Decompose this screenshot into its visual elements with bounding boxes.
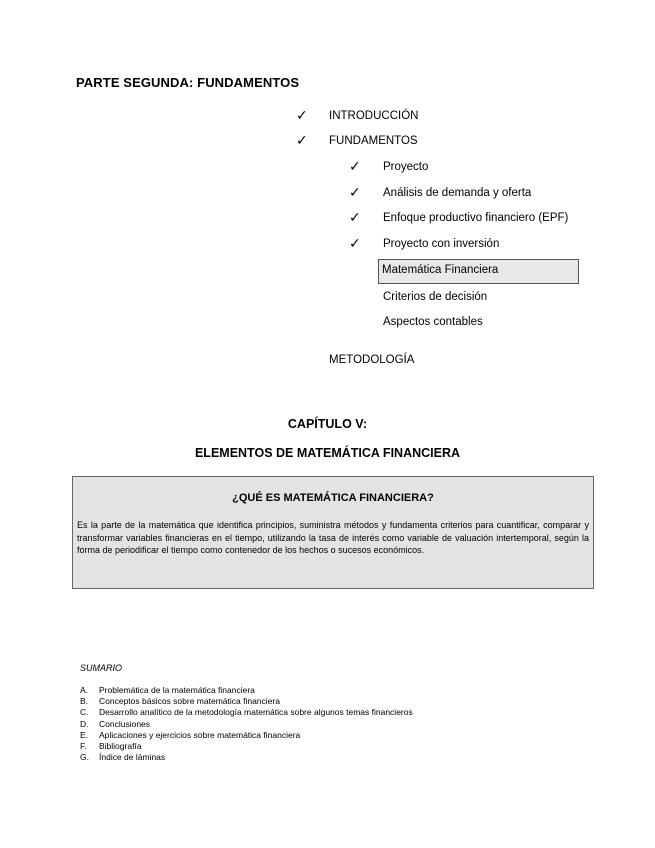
checkmark-icon: ✓: [296, 132, 308, 148]
toc-subitem-analisis: Análisis de demanda y oferta: [383, 187, 532, 199]
sumario-list: [80, 685, 413, 763]
list-item-text: Conclusiones: [99, 718, 151, 729]
checkmark-icon: ✓: [349, 235, 361, 251]
definition-heading: ¿QUÉ ES MATEMÁTICA FINANCIERA?: [232, 492, 434, 504]
checkmark-icon: ✓: [349, 158, 361, 174]
list-item-text: Conceptos básicos sobre matemática financiera: [99, 696, 280, 707]
list-item: [80, 696, 413, 707]
part-title: PARTE SEGUNDA: FUNDAMENTOS: [76, 75, 300, 90]
toc-subitem-epf: Enfoque productivo financiero (EPF): [383, 212, 569, 224]
toc-subitem-aspectos-contables: Aspectos contables: [383, 316, 483, 328]
list-item-text: Desarrollo analítico de la metodología matemática sobre algunos temas financieros: [99, 707, 413, 718]
toc-subitem-proyecto-inversion: Proyecto con inversión: [383, 238, 500, 250]
list-item-text: Problemática de la matemática financiera: [99, 685, 255, 695]
toc-item-fundamentos: FUNDAMENTOS: [329, 135, 418, 147]
list-item-letter: G.: [80, 752, 89, 763]
list-item-letter: B.: [80, 696, 89, 707]
checkmark-icon: ✓: [349, 209, 361, 225]
list-item: [80, 685, 413, 696]
sumario-title: SUMARIO: [80, 663, 123, 673]
list-item-letter: A.: [80, 685, 89, 695]
list-item: [80, 719, 413, 730]
toc-item-introduccion: INTRODUCCIÓN: [329, 110, 419, 122]
checkmark-icon: ✓: [349, 184, 361, 200]
chapter-number: CAPÍTULO V:: [287, 417, 368, 431]
chapter-title: ELEMENTOS DE MATEMÁTICA FINANCIERA: [194, 446, 461, 460]
toc-subitem-matematica-financiera: Matemática Financiera: [382, 264, 499, 276]
list-item-text: Aplicaciones y ejercicios sobre matemática financiera: [99, 729, 301, 740]
list-item: [80, 707, 413, 718]
list-item-letter: D.: [80, 718, 89, 729]
checkmark-icon: ✓: [296, 107, 308, 123]
definition-text: Es la parte de la matemática que identifica principios, suministra métodos y fundamenta criterios para cuantificar, comparar y transformar variables financieras en el tiempo, utilizando la tasa de interés como variable de valuación intertemporal, según la forma de periodificar el tiempo como contenedor de los hechos o sucesos económicos.: [77, 520, 589, 555]
toc-subitem-criterios: Criterios de decisión: [383, 291, 488, 303]
list-item-letter: E.: [80, 729, 89, 740]
list-item: [80, 741, 413, 752]
list-item-text: Bibliografía: [99, 741, 142, 752]
list-item: [80, 752, 413, 763]
list-item-text: Índice de láminas: [99, 752, 166, 763]
toc-item-metodologia: METODOLOGÍA: [329, 354, 415, 366]
list-item-letter: C.: [80, 707, 89, 718]
list-item: [80, 730, 413, 741]
definition-box: [72, 476, 594, 589]
list-item-letter: F.: [80, 741, 87, 752]
toc-subitem-proyecto: Proyecto: [383, 161, 429, 173]
